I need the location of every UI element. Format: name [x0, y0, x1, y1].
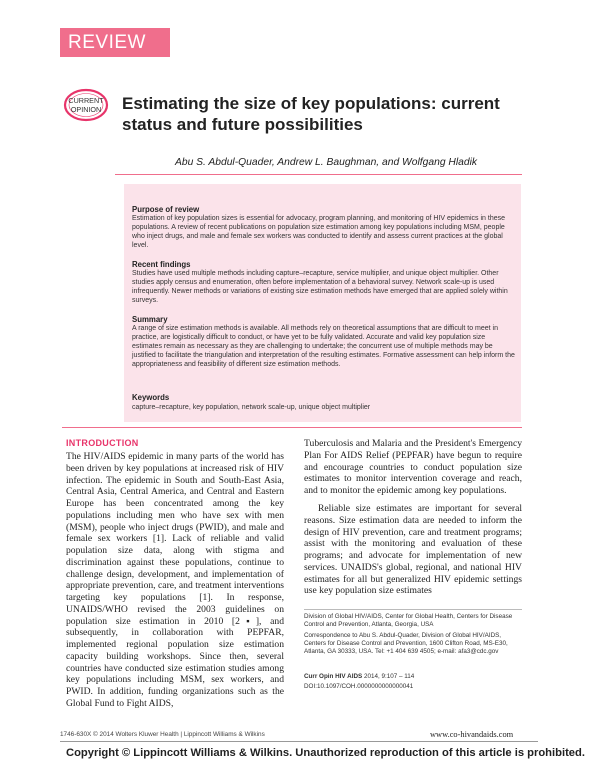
authors: Abu S. Abdul-Quader, Andrew L. Baughman, and Wolfgang Hladik [175, 157, 478, 168]
summary-text: A range of size estimation methods is available. All methods rely on theoretical assumptions that are difficult to meet in practice, are logistically difficult to conduct, or have yet to be fully validated. Accurate and valid key population size estimates remain as necessary as they are challenging to undertake; the concurrent use of multiple methods may be justified to facilitate the triangulation and interpretation of the resulting estimates. Formative assessment can help inform the appropriateness and feasibility of different size estimation methods. [132, 325, 515, 369]
current-opinion-logo [62, 86, 110, 124]
svg-text:OPINION: OPINION [70, 105, 102, 114]
divider [115, 174, 522, 175]
body-column-right-p2: Reliable size estimates are important for several reasons. Size estimation data are needed to inform the design of HIV prevention, care and treatment programs; assist with the monitoring and evaluation of these programs; and advocate for implementation of new services. UNAIDS's global, regional, and national HIV estimates for all but generalized HIV epidemic settings use key population size estimates [304, 503, 522, 597]
purpose-text: Estimation of key population sizes is essential for advocacy, program planning, and monitoring of HIV epidemics in these populations. A review of recent publications on population size estimation among key populations including MSM, people who inject drugs, and male and female sex workers was conducted to identify and assess current practices at the global level. [132, 215, 506, 250]
citation-details: 2014, 9:107 – 114 [363, 673, 415, 680]
divider [62, 427, 522, 428]
journal-url[interactable]: www.co-hivandaids.com [430, 730, 514, 739]
title-line-2: status and future possibilities [122, 115, 363, 134]
footer-issn: 1746-630X © 2014 Wolters Kluwer Health | Lippincott Williams & Wilkins [60, 731, 265, 738]
doi: DOI:10.1097/COH.0000000000000041 [304, 683, 414, 690]
article-title [122, 93, 532, 135]
divider [60, 741, 538, 742]
purpose-heading: Purpose of review [132, 205, 200, 214]
summary-heading: Summary [132, 315, 168, 324]
findings-text: Studies have used multiple methods including capture–recapture, service multiplier, and unique object multiplier. Other studies apply census and enumeration, often before implementation of a behavioral survey. Network scale-up is used infrequently. Newer methods or variations of existing size estimation methods have emerged that are applied solely within surveys. [132, 270, 508, 305]
intro-heading: INTRODUCTION [66, 438, 139, 448]
keywords-text: capture–recapture, key population, network scale-up, unique object multiplier [132, 404, 371, 411]
findings-heading: Recent findings [132, 260, 191, 269]
body-column-right-p1: Tuberculosis and Malaria and the President's Emergency Plan For AIDS Relief (PEPFAR) have begun to require and encourage countries to conduct population size estimates to monitor intervention coverage and reach, and to monitor the epidemic among key populations. [304, 438, 522, 496]
affiliation-division: Division of Global HIV/AIDS, Center for Global Health, Centers for Disease Control and Prevention, Atlanta, Georgia, USA [304, 613, 513, 628]
journal-citation [304, 673, 524, 681]
title-line-1: Estimating the size of key populations: current [122, 94, 500, 113]
copyright-notice: Copyright © Lippincott Williams & Wilkins. Unauthorized reproduction of this article is prohibited. [66, 747, 585, 759]
correspondence: Correspondence to Abu S. Abdul-Quader, Division of Global HIV/AIDS, Centers for Disease Control and Prevention, 1600 Clifton Road, MS-E30, Atlanta, GA 30333, USA. Tel: +1 404 639 4505; e-mail: afa3@cdc.gov [304, 632, 508, 655]
section-tab: REVIEW [60, 28, 170, 57]
keywords-heading: Keywords [132, 393, 170, 402]
svg-text:CURRENT: CURRENT [68, 96, 104, 105]
body-column-left: The HIV/AIDS epidemic in many parts of the world has been driven by key populations at increased risk of HIV infection. The epidemic in South and South-East Asia, Central Asia, Central America, and Central and Eastern Europe has been concentrated among the key populations including men who have sex with men (MSM), people who inject drugs (PWID), and male and female sex workers [1]. Lack of reliable and valid population size data, along with stigma and discrimination against these populations, continue to challenge design, development, and implementation of appropriate prevention, care, and treatment interventions targeting key populations [1]. In response, UNAIDS/WHO revised the 2003 guidelines on population size estimation in 2010 [2▪], and subsequently, in collaboration with PEPFAR, implemented regional population size estimation capacity building workshops. Since then, several countries have conducted size estimation studies among key populations including MSM, sex workers, and PWID. In addition, funding organizations such as the Global Fund to Fight AIDS, [66, 451, 284, 709]
divider [304, 609, 522, 610]
journal-name: Curr Opin HIV AIDS [304, 673, 363, 680]
